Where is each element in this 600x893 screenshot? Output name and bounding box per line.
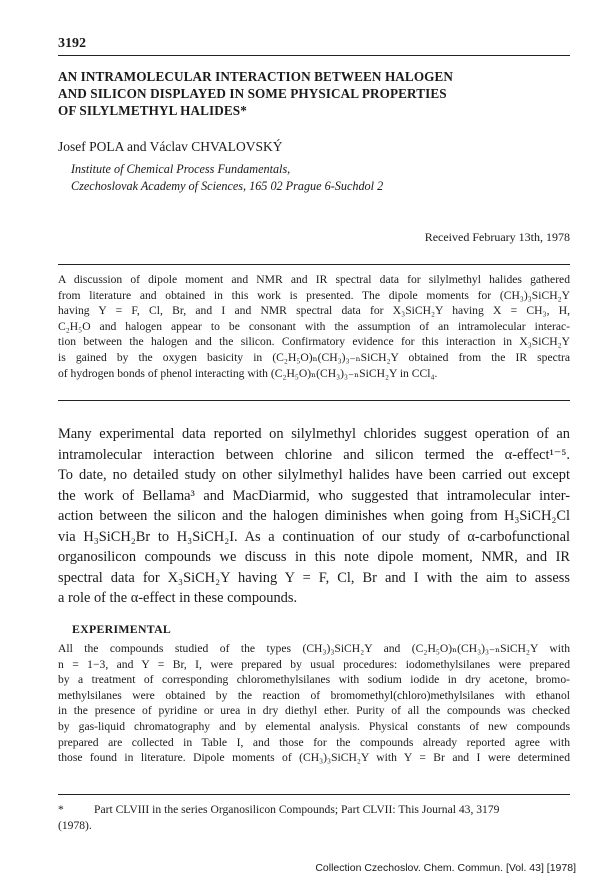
intro-line: intramolecular interaction between chlorine and silicon termed the α-effect¹⁻⁵. — [58, 446, 570, 463]
experimental-line: methylsilanes were obtained by the reaction of bromomethyl(chloro)methylsilanes with ethanol — [58, 688, 570, 702]
intro-line: spectral data for X₃SiCH₂Y having Y = F, Cl, Br and I with the aim to assess — [58, 569, 570, 586]
intro-line: action between the silicon and the halogen diminishes when going from H₃SiCH₂Cl — [58, 508, 570, 524]
abstract-line: is gained by the oxygen basicity in (C₂H₅O)ₙ(CH₃)₃₋ₙSiCH₂Y obtained from the IR spectra — [58, 350, 570, 364]
title-line: AND SILICON DISPLAYED IN SOME PHYSICAL PROPERTIES — [58, 86, 447, 101]
intro-line: organosilicon compounds we discuss in this note dipole moment, NMR, and IR — [58, 549, 570, 565]
abstract-line: tion between the halogen and the silicon. Confirmatory evidence for this interaction in X₃SiCH₂Y — [58, 335, 570, 349]
journal-citation: Collection Czechoslov. Chem. Commun. [Vol. 43] [1978] — [315, 862, 576, 874]
intro-line: Many experimental data reported on silylmethyl chlorides suggest operation of an — [58, 426, 570, 442]
intro-line: the work of Bellama³ and MacDiarmid, who suggested that intramolecular inter- — [58, 487, 570, 504]
affiliation-line: Czechoslovak Academy of Sciences, 165 02 Prague 6-Suchdol 2 — [71, 179, 384, 193]
header-rule — [58, 55, 570, 56]
footnote — [58, 802, 570, 833]
article-title — [58, 68, 570, 119]
affiliation — [71, 161, 383, 195]
abstract-line: having Y = F, Cl, Br, and I and NMR spectral data for X₃SiCH₂Y having X = CH₃, H, — [58, 304, 570, 318]
abstract-line: from literature and obtained in this work is presented. The dipole moments for (CH₃)₃SiCH₂Y — [58, 288, 570, 302]
experimental-line: by gas-liquid chromatography and by elemental analysis. Physical constants of new compounds — [58, 719, 570, 733]
intro-line: To date, no detailed study on other silylmethyl halides have been carried out except — [58, 467, 570, 483]
title-line: OF SILYLMETHYL HALIDES* — [58, 103, 247, 118]
title-line: AN INTRAMOLECULAR INTERACTION BETWEEN HALOGEN — [58, 69, 454, 84]
abstract-line: A discussion of dipole moment and NMR and IR spectral data for silylmethyl halides gathered — [58, 273, 570, 286]
footnote-mark: * — [58, 803, 64, 816]
intro-line: a role of the α-effect in these compounds. — [58, 590, 298, 606]
experimental-line: prepared are collected in Table I, and those for the compounds already reported agree with — [58, 735, 570, 749]
footnote-text: Part CLVIII in the series Organosilicon Compounds; Part CLVII: This Journal 43, 3179 — [94, 803, 500, 816]
abstract-bottom-rule — [58, 400, 570, 401]
intro-line: via H₃SiCH₂Br to H₃SiCH₂I. As a continuation of our study of α-carbofunctional — [58, 528, 570, 545]
footnote-line: (1978). — [58, 818, 92, 832]
received-date: Received February 13th, 1978 — [424, 230, 570, 244]
experimental-text — [58, 641, 570, 766]
experimental-line: n = 1−3, and Y = Br, I, were prepared by usual procedures: iodomethylsilanes were prepared — [58, 657, 570, 671]
section-heading-experimental: EXPERIMENTAL — [72, 622, 172, 636]
authors: Josef POLA and Václav CHVALOVSKÝ — [58, 139, 283, 154]
affiliation-line: Institute of Chemical Process Fundamentals, — [71, 162, 291, 176]
experimental-line: those found in literature. Dipole moments of (CH₃)₃SiCH₂Y with Y = Br and I were determined — [58, 751, 570, 765]
abstract-top-rule — [58, 264, 570, 265]
footnote-line — [58, 802, 570, 818]
experimental-line: in the presence of pyridine or urea in dry diethyl ether. Purity of all the compounds was checked — [58, 704, 570, 718]
footnote-rule — [58, 794, 570, 795]
page-number: 3192 — [58, 36, 86, 51]
introduction — [58, 424, 570, 609]
abstract — [58, 272, 570, 381]
abstract-line: of hydrogen bonds of phenol interacting with (C₂H₅O)ₙ(CH₃)₃₋ₙSiCH₂Y in CCl₄. — [58, 366, 438, 380]
experimental-line: All the compounds studied of the types (CH₃)₃SiCH₂Y and (C₂H₅O)ₙ(CH₃)₃₋ₙSiCH₂Y with — [58, 642, 570, 655]
abstract-line: C₂H₅O and halogen appear to be consonant with the assumption of an intramolecular interac- — [58, 319, 570, 333]
experimental-line: by a treatment of corresponding chloromethylsilanes with sodium iodide in dry acetone, bromo- — [58, 673, 570, 687]
